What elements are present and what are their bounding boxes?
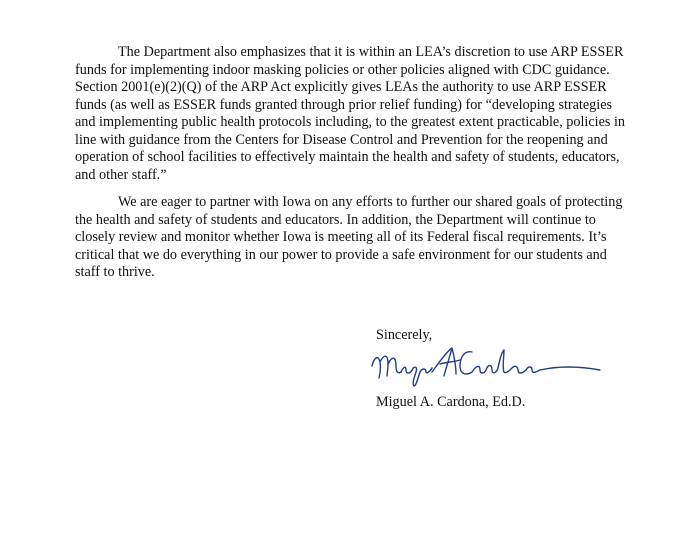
paragraph-line: and other staff.” bbox=[75, 166, 167, 183]
handwritten-signature bbox=[368, 344, 608, 388]
paragraph-line: We are eager to partner with Iowa on any efforts to further our shared goals of protecting bbox=[118, 194, 623, 210]
paragraph-line: The Department also emphasizes that it is within an LEA’s discretion to use ARP ESSER bbox=[118, 44, 624, 60]
paragraph-line: funds for implementing indoor masking policies or other policies aligned with CDC guidance. bbox=[75, 61, 610, 78]
paragraph-line: Section 2001(e)(2)(Q) of the ARP Act explicitly gives LEAs the authority to use ARP ESSER bbox=[75, 79, 607, 95]
paragraph-line: staff to thrive. bbox=[75, 264, 155, 280]
paragraph-line: and implementing public health protocols including, to the greatest extent practicable, policies in bbox=[75, 114, 626, 130]
paragraph-line: operation of school facilities to effectively maintain the health and safety of students, educators, bbox=[75, 149, 620, 165]
signer-name: Miguel A. Cardona, Ed.D. bbox=[376, 394, 526, 410]
paragraph-line: closely review and monitor whether Iowa is meeting all of its Federal fiscal requirements. It’s bbox=[75, 229, 607, 245]
paragraph-line: funds (as well as ESSER funds granted through prior relief funding) for “developing strategies bbox=[75, 96, 613, 113]
closing-salutation: Sincerely, bbox=[376, 327, 433, 343]
paragraph-line: critical that we do everything in our power to provide a safe environment for our students and bbox=[75, 246, 607, 263]
paragraph-line: the health and safety of students and educators. In addition, the Department will continue to bbox=[75, 211, 596, 228]
body-paragraph-masking-policy bbox=[75, 44, 641, 184]
body-paragraph-partnership bbox=[75, 194, 641, 282]
paragraph-line: line with guidance from the Centers for Disease Control and Prevention for the reopening and bbox=[75, 131, 608, 148]
